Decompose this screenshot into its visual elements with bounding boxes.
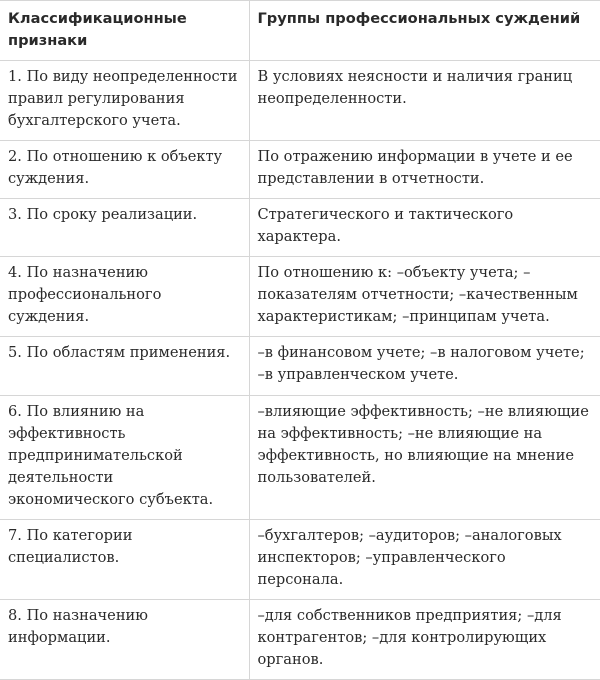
- criterion-cell: 3. По сроку реализации.: [0, 199, 249, 257]
- header-groups: Группы профессиональных суждений: [249, 1, 600, 61]
- table-row: [0, 199, 600, 257]
- criterion-cell: 2. По отношению к объекту суждения.: [0, 141, 249, 199]
- criterion-cell: 5. По областям применения.: [0, 337, 249, 396]
- header-criteria: Классификационные признаки: [0, 1, 249, 61]
- table-header: [0, 1, 600, 61]
- table-row: [0, 257, 600, 337]
- table-body: [0, 61, 600, 680]
- groups-cell: –бухгалтеров; –аудиторов; –аналоговых инспекторов; –управленческого персонала.: [249, 520, 600, 600]
- groups-cell: В условиях неясности и наличия границ неопределенности.: [249, 61, 600, 141]
- table-row: [0, 141, 600, 199]
- groups-cell: –в финансовом учете; –в налоговом учете; –в управленческом учете.: [249, 337, 600, 396]
- criterion-cell: 8. По назначению информации.: [0, 600, 249, 680]
- groups-cell: –влияющие эффективность; –не влияющие на эффективность; –не влияющие на эффективность, но влияющие на мнение пользователей.: [249, 396, 600, 520]
- criterion-cell: 6. По влиянию на эффективность предпринимательской деятельности экономического субъекта.: [0, 396, 249, 520]
- table-row: [0, 396, 600, 520]
- criterion-cell: 7. По категории специалистов.: [0, 520, 249, 600]
- table-row: [0, 337, 600, 396]
- header-row: [0, 1, 600, 61]
- groups-cell: По отражению информации в учете и ее представлении в отчетности.: [249, 141, 600, 199]
- criterion-cell: 1. По виду неопределенности правил регулирования бухгалтерского учета.: [0, 61, 249, 141]
- table-row: [0, 600, 600, 680]
- table-row: [0, 61, 600, 141]
- groups-cell: Стратегического и тактического характера.: [249, 199, 600, 257]
- groups-cell: По отношению к: –объекту учета; –показателям отчетности; –качественным характеристикам; –принципам учета.: [249, 257, 600, 337]
- criterion-cell: 4. По назначению профессионального суждения.: [0, 257, 249, 337]
- table-row: [0, 520, 600, 600]
- groups-cell: –для собственников предприятия; –для контрагентов; –для контролирующих органов.: [249, 600, 600, 680]
